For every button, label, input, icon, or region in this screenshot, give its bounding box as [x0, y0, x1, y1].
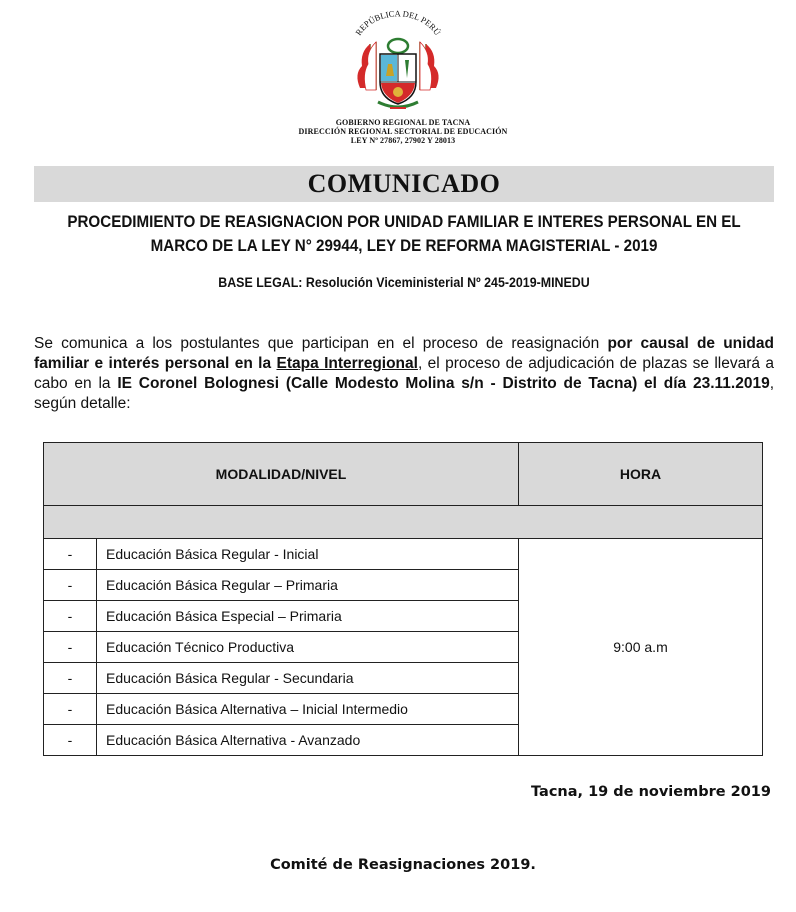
row-modalidad: Educación Básica Alternativa - Avanzado [97, 725, 519, 756]
document-title [64, 210, 745, 258]
hora-value: 9:00 a.m [519, 539, 763, 756]
row-modalidad: Educación Técnico Productiva [97, 632, 519, 663]
table-row [44, 539, 763, 570]
base-legal: BASE LEGAL: Resolución Viceministerial Nº 245-2019-MINEDU [218, 275, 590, 290]
body-text-2: , el proceso de adjudicación de plazas se llevará a cabo en la [34, 355, 774, 392]
row-modalidad: Educación Básica Especial – Primaria [97, 601, 519, 632]
body-text-1: Se comunica a los postulantes que participan en el proceso de reasignación [34, 335, 608, 352]
peru-coat-of-arms-icon [340, 4, 456, 120]
org-line-2: DIRECCIÓN REGIONAL SECTORIAL DE EDUCACIÓN [298, 127, 508, 136]
header-modalidad: MODALIDAD/NIVEL [44, 443, 519, 506]
row-modalidad: Educación Básica Alternativa – Inicial Intermedio [97, 694, 519, 725]
table-spacer-row [44, 506, 763, 539]
row-dash: - [44, 725, 97, 756]
title-line-1: PROCEDIMIENTO DE REASIGNACION POR UNIDAD FAMILIAR E INTERES PERSONAL EN EL [67, 213, 741, 231]
comunicado-banner: COMUNICADO [34, 166, 774, 202]
row-modalidad: Educación Básica Regular - Secundaria [97, 663, 519, 694]
body-bold-causal: por causal de unidad familiar e interés personal en la [34, 335, 774, 372]
signature-committee: Comité de Reasignaciones 2019. [270, 857, 536, 873]
schedule-table [43, 442, 763, 756]
header [0, 0, 796, 150]
body-paragraph [34, 334, 774, 414]
row-dash: - [44, 601, 97, 632]
org-line-1: GOBIERNO REGIONAL DE TACNA [335, 118, 471, 127]
row-dash: - [44, 539, 97, 570]
row-modalidad: Educación Básica Regular – Primaria [97, 570, 519, 601]
row-dash: - [44, 570, 97, 601]
row-modalidad: Educación Básica Regular - Inicial [97, 539, 519, 570]
body-text-3: , según detalle: [34, 375, 774, 412]
row-dash: - [44, 694, 97, 725]
seal-arc-text: REPÚBLICA DEL PERÚ [353, 8, 443, 38]
body-bold-etapa: Etapa Interregional [276, 355, 418, 372]
org-line-3: LEY Nº 27867, 27902 Y 28013 [350, 136, 456, 145]
title-line-2: MARCO DE LA LEY N° 29944, LEY DE REFORMA MAGISTERIAL - 2019 [150, 237, 658, 255]
row-dash: - [44, 663, 97, 694]
document-date: Tacna, 19 de noviembre 2019 [531, 784, 771, 800]
header-hora: HORA [519, 443, 763, 506]
row-dash: - [44, 632, 97, 663]
organization-block [0, 118, 796, 145]
body-bold-location: IE Coronel Bolognesi (Calle Modesto Molina s/n - Distrito de Tacna) el día 23.11.2019 [117, 375, 770, 392]
table-header-row [44, 443, 763, 506]
